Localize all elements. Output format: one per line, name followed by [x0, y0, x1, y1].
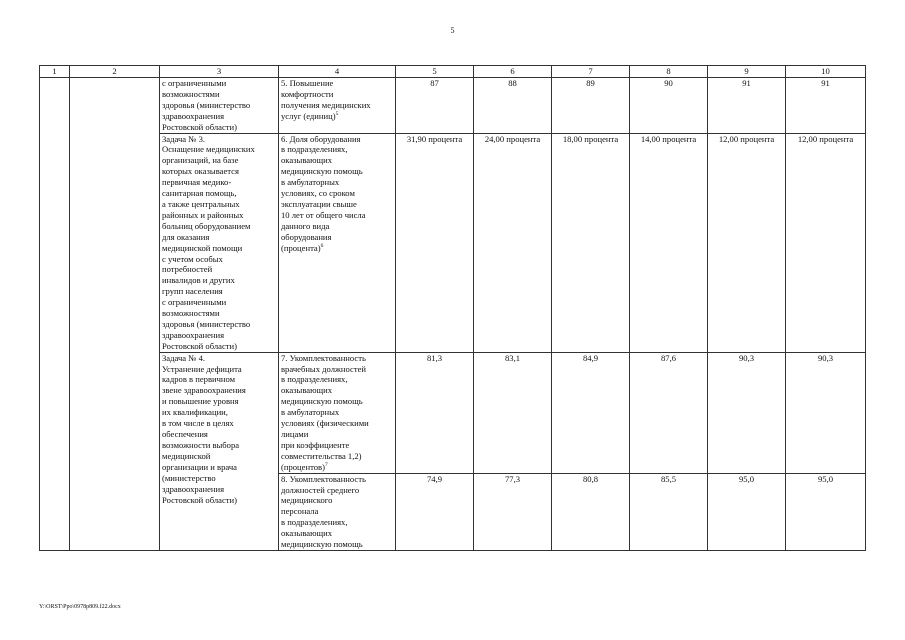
cell-line: условиях (физическими — [281, 418, 369, 429]
cell-line: звене здравоохранения — [162, 385, 246, 396]
cell-line: лицами — [281, 429, 309, 439]
cell-line: в подразделениях, — [281, 517, 348, 528]
header-cell: 10 — [786, 66, 866, 78]
cell-line: в амбулаторных — [281, 407, 340, 418]
cell-line: 5. Повышение — [281, 78, 334, 88]
cell-line: услуг (единиц)$^5$ — [281, 110, 339, 121]
cell-line: районных и районных — [162, 209, 244, 220]
cell-line: должностей среднего — [281, 484, 360, 495]
header-cell: 5 — [396, 66, 474, 78]
header-row — [40, 66, 866, 78]
cell-line: медицинскую помощь — [281, 396, 363, 407]
cell-line: Ростовской области) — [162, 121, 238, 132]
cell-line: и повышение уровня — [162, 396, 239, 407]
cell-line: кадров в первичном — [162, 374, 236, 385]
cell-line: медицинскую помощь — [281, 166, 363, 177]
value-cell: 74,9 — [396, 473, 474, 550]
cell-line: возможностями — [162, 88, 220, 99]
cell-line: совместительства 1,2) — [281, 450, 362, 461]
value-cell: 14,00 процента — [630, 133, 708, 352]
value-cell: 87 — [396, 78, 474, 134]
cell-line: оказывающих — [281, 385, 333, 396]
cell-line: организации и врача — [162, 461, 237, 472]
value-cell: 77,3 — [474, 473, 552, 550]
cell-line: их квалификации, — [162, 407, 228, 418]
value-cell: 89 — [552, 78, 630, 134]
value-cell: 84,9 — [552, 352, 630, 473]
task-cell — [160, 473, 279, 550]
value-cell: 90,3 — [786, 352, 866, 473]
cell-line: возможности выбора — [162, 439, 240, 450]
cell-line: 6. Доля оборудования — [281, 133, 361, 144]
value-cell: 31,90 процента — [396, 133, 474, 352]
cell-line: комфортности — [281, 88, 334, 99]
footnote-marker: 5 — [335, 110, 339, 117]
cell-line: в подразделениях, — [281, 374, 348, 385]
value-cell: 91 — [708, 78, 786, 134]
cell-line: при коэффициенте — [281, 439, 350, 450]
empty-cell — [70, 78, 160, 551]
cell-line: врачебных должностей — [281, 363, 367, 374]
value-cell: 81,3 — [396, 352, 474, 473]
table-row — [40, 352, 866, 473]
value-cell: 80,8 — [552, 473, 630, 550]
header-cell: 2 — [70, 66, 160, 78]
value-cell: 88 — [474, 78, 552, 134]
indicator-cell — [279, 133, 396, 352]
cell-line: санитарная помощь, — [162, 188, 237, 199]
cell-line: больниц оборудованием — [162, 220, 251, 231]
cell-line: оказывающих — [281, 528, 333, 539]
cell-line: 10 лет от общего числа — [281, 209, 366, 220]
cell-line: здоровья (министерство — [162, 99, 251, 110]
cell-line: а также центральных — [162, 198, 240, 209]
cell-line: инвалидов и других — [162, 275, 235, 286]
footnote-marker: 7 — [324, 461, 328, 468]
task-cell — [160, 352, 279, 473]
cell-line: медицинской — [162, 450, 211, 461]
cell-line: здравоохранения — [162, 329, 225, 340]
cell-line: для оказания — [162, 231, 210, 242]
cell-line: Задача № 3. — [162, 133, 206, 144]
header-cell: 4 — [279, 66, 396, 78]
cell-line: Ростовской области) — [162, 340, 238, 351]
header-cell: 1 — [40, 66, 70, 78]
value-cell: 91 — [786, 78, 866, 134]
indicator-cell — [279, 473, 396, 550]
cell-line: оказывающих — [281, 155, 333, 166]
file-path-footer: Y:\ORST\Ppo\0978p809.f22.docx — [39, 604, 121, 610]
value-cell: 24,00 процента — [474, 133, 552, 352]
table-row — [40, 133, 866, 352]
cell-line: данного вида — [281, 220, 330, 231]
value-cell: 95,0 — [708, 473, 786, 550]
cell-line: здравоохранения — [162, 484, 225, 495]
page-number: 5 — [450, 26, 455, 35]
cell-line: организаций, на базе — [162, 155, 239, 166]
cell-line: (процентов)$^7$ — [281, 461, 328, 472]
cell-line: возможностями — [162, 308, 220, 319]
cell-line: в том числе в целях — [162, 418, 234, 429]
header-cell: 8 — [630, 66, 708, 78]
cell-line: здоровья (министерство — [162, 318, 251, 329]
value-cell: 85,5 — [630, 473, 708, 550]
cell-line: Оснащение медицинских — [162, 144, 255, 155]
cell-line: в амбулаторных — [281, 177, 340, 188]
value-cell: 18,00 процента — [552, 133, 630, 352]
table-row — [40, 78, 866, 134]
cell-line: 8. Укомплектованность — [281, 473, 366, 484]
value-cell: 83,1 — [474, 352, 552, 473]
indicators-table — [39, 65, 866, 551]
footnote-marker: 6 — [320, 242, 324, 249]
cell-line: Ростовской области) — [162, 494, 238, 505]
header-cell: 6 — [474, 66, 552, 78]
cell-line: медицинской помощи — [162, 242, 243, 253]
cell-line: 7. Укомплектованность — [281, 352, 366, 363]
cell-line: медицинского — [281, 495, 333, 506]
cell-line: групп населения — [162, 286, 223, 297]
cell-line: потребностей — [162, 264, 213, 275]
cell-line: Устранение дефицита — [162, 363, 242, 374]
indicator-cell — [279, 352, 396, 473]
cell-line: персонала — [281, 506, 319, 517]
header-cell: 3 — [160, 66, 279, 78]
cell-line: (министерство — [162, 473, 216, 484]
cell-line: в подразделениях, — [281, 144, 348, 155]
cell-line: с ограниченными — [162, 297, 227, 308]
task-cell — [160, 133, 279, 352]
value-cell: 87,6 — [630, 352, 708, 473]
indicator-cell — [279, 78, 396, 134]
cell-line: здравоохранения — [162, 110, 225, 121]
cell-line: получения медицинских — [281, 99, 371, 110]
empty-cell — [40, 78, 70, 551]
cell-line: Задача № 4. — [162, 352, 206, 363]
cell-line: оборудования — [281, 231, 332, 242]
cell-line: эксплуатации свыше — [281, 198, 357, 209]
header-cell: 9 — [708, 66, 786, 78]
cell-line: которых оказывается — [162, 166, 239, 177]
cell-line: обеспечения — [162, 429, 208, 439]
value-cell: 12,00 процента — [786, 133, 866, 352]
cell-line: первичная медико- — [162, 177, 232, 188]
cell-line: медицинскую помощь — [281, 539, 363, 550]
cell-line: с учетом особых — [162, 253, 223, 264]
cell-line: условиях, со сроком — [281, 188, 355, 199]
task-cell — [160, 78, 279, 134]
cell-line: (процента)$^6$ — [281, 242, 324, 253]
table-row — [40, 473, 866, 550]
value-cell: 90 — [630, 78, 708, 134]
header-cell: 7 — [552, 66, 630, 78]
value-cell: 95,0 — [786, 473, 866, 550]
value-cell: 12,00 процента — [708, 133, 786, 352]
cell-line: с ограниченными — [162, 78, 227, 88]
value-cell: 90,3 — [708, 352, 786, 473]
